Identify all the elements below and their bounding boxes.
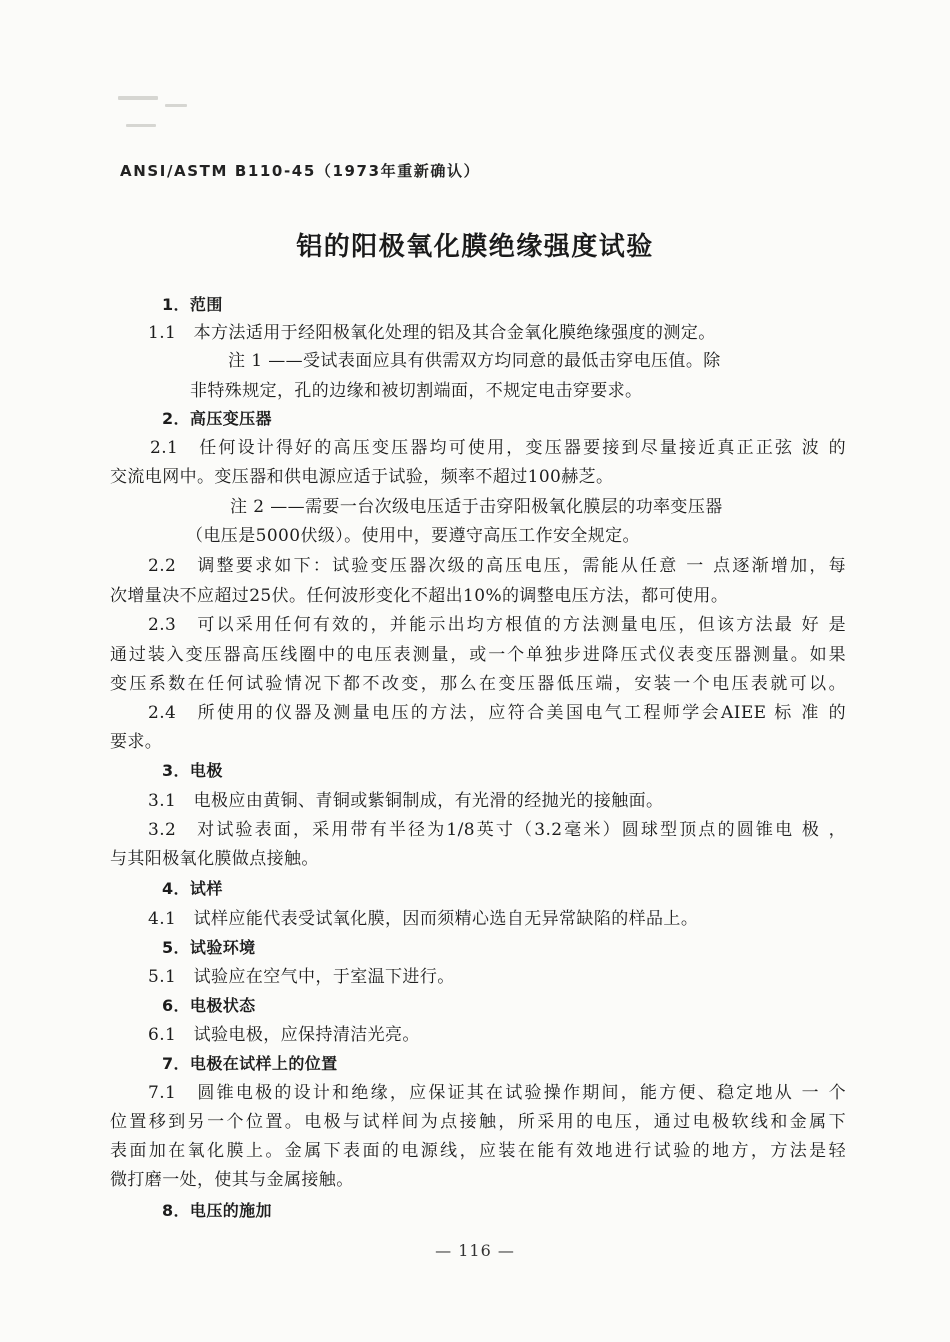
paragraph-6-1: 6.1 试验电极，应保持清洁光亮。 <box>148 1025 420 1045</box>
paragraph-1-1: 1.1 本方法适用于经阳极氧化处理的铝及其合金氧化膜绝缘强度的测定。 <box>148 323 716 343</box>
section-heading-electrode: 3．电极 <box>162 761 223 780</box>
note-1-line-2: 非特殊规定，孔的边缘和被切割端面，不规定电击穿要求。 <box>190 381 643 401</box>
document-title: 铝的阳极氧化膜绝缘强度试验 <box>296 232 654 262</box>
note-2-line-1: 注 2 ——需要一台次级电压适于击穿阳极氧化膜层的功率变压器 <box>230 497 723 517</box>
scan-noise-speck <box>118 96 158 100</box>
paragraph-2-3-line-2: 通过装入变压器高压线圈中的电压表测量，或一个单独步进降压式仪表变压器测量。如果 <box>110 645 846 665</box>
paragraph-2-4-line-2: 要求。 <box>110 732 163 752</box>
section-heading-specimen: 4．试样 <box>162 879 223 898</box>
section-heading-transformer: 2．高压变压器 <box>162 409 272 428</box>
paragraph-2-2-line-2: 次增量决不应超过25伏。任何波形变化不超出10%的调整电压方法，都可使用。 <box>110 586 729 606</box>
paragraph-7-1-line-4: 微打磨一处，使其与金属接触。 <box>110 1170 354 1190</box>
page-number: — 116 — <box>435 1241 515 1260</box>
paragraph-7-1-line-1: 7.1 圆锥电极的设计和绝缘，应保证其在试验操作期间，能方便、稳定地从 一 个 <box>148 1083 846 1103</box>
scan-noise-speck <box>165 104 187 107</box>
section-heading-electrode-condition: 6．电极状态 <box>162 996 256 1015</box>
paragraph-3-2-line-1: 3.2 对试验表面，采用带有半径为1/8英寸（3.2毫米）圆球型顶点的圆锥电 极 ， <box>148 820 846 840</box>
scan-noise-speck <box>126 124 156 127</box>
note-2-line-2: （电压是5000伏级）。使用中，要遵守高压工作安全规定。 <box>186 526 640 546</box>
section-heading-electrode-position: 7．电极在试样上的位置 <box>162 1054 338 1073</box>
section-heading-voltage-application: 8．电压的施加 <box>162 1201 272 1220</box>
paragraph-2-2-line-1: 2.2 调整要求如下：试验变压器次级的高压电压，需能从任意 一 点逐渐增加，每 <box>148 556 846 576</box>
paragraph-2-1-line-1: 2.1 任何设计得好的高压变压器均可使用，变压器要接到尽量接近真正正弦 波 的 <box>150 438 846 458</box>
paragraph-2-1-line-2: 交流电网中。变压器和供电源应适于试验，频率不超过100赫芝。 <box>110 467 614 487</box>
paragraph-7-1-line-2: 位置移到另一个位置。电极与试样间为点接触，所采用的电压，通过电极软线和金属下 <box>110 1112 846 1132</box>
paragraph-5-1: 5.1 试验应在空气中，于室温下进行。 <box>148 967 455 987</box>
paragraph-7-1-line-3: 表面加在氧化膜上。金属下表面的电源线，应装在能有效地进行试验的地方，方法是轻 <box>110 1141 846 1161</box>
section-heading-environment: 5．试验环境 <box>162 938 256 957</box>
paragraph-4-1: 4.1 试样应能代表受试氧化膜，因而须精心选自无异常缺陷的样品上。 <box>148 909 699 929</box>
paragraph-2-3-line-3: 变压系数在任何试验情况下都不改变，那么在变压器低压端，安装一个电压表就可以。 <box>110 674 846 694</box>
paragraph-3-2-line-2: 与其阳极氧化膜做点接触。 <box>110 849 319 869</box>
paragraph-3-1: 3.1 电极应由黄铜、青铜或紫铜制成，有光滑的经抛光的接触面。 <box>148 791 664 811</box>
paragraph-2-3-line-1: 2.3 可以采用任何有效的，并能示出均方根值的方法测量电压，但该方法最 好 是 <box>148 615 846 635</box>
paragraph-2-4-line-1: 2.4 所使用的仪器及测量电压的方法，应符合美国电气工程师学会AIEE 标 准 的 <box>148 703 846 723</box>
section-heading-scope: 1．范围 <box>162 295 223 314</box>
note-1-line-1: 注 1 ——受试表面应具有供需双方均同意的最低击穿电压值。除 <box>228 351 721 371</box>
standard-code: ANSI/ASTM B110-45（1973年重新确认） <box>120 162 481 180</box>
